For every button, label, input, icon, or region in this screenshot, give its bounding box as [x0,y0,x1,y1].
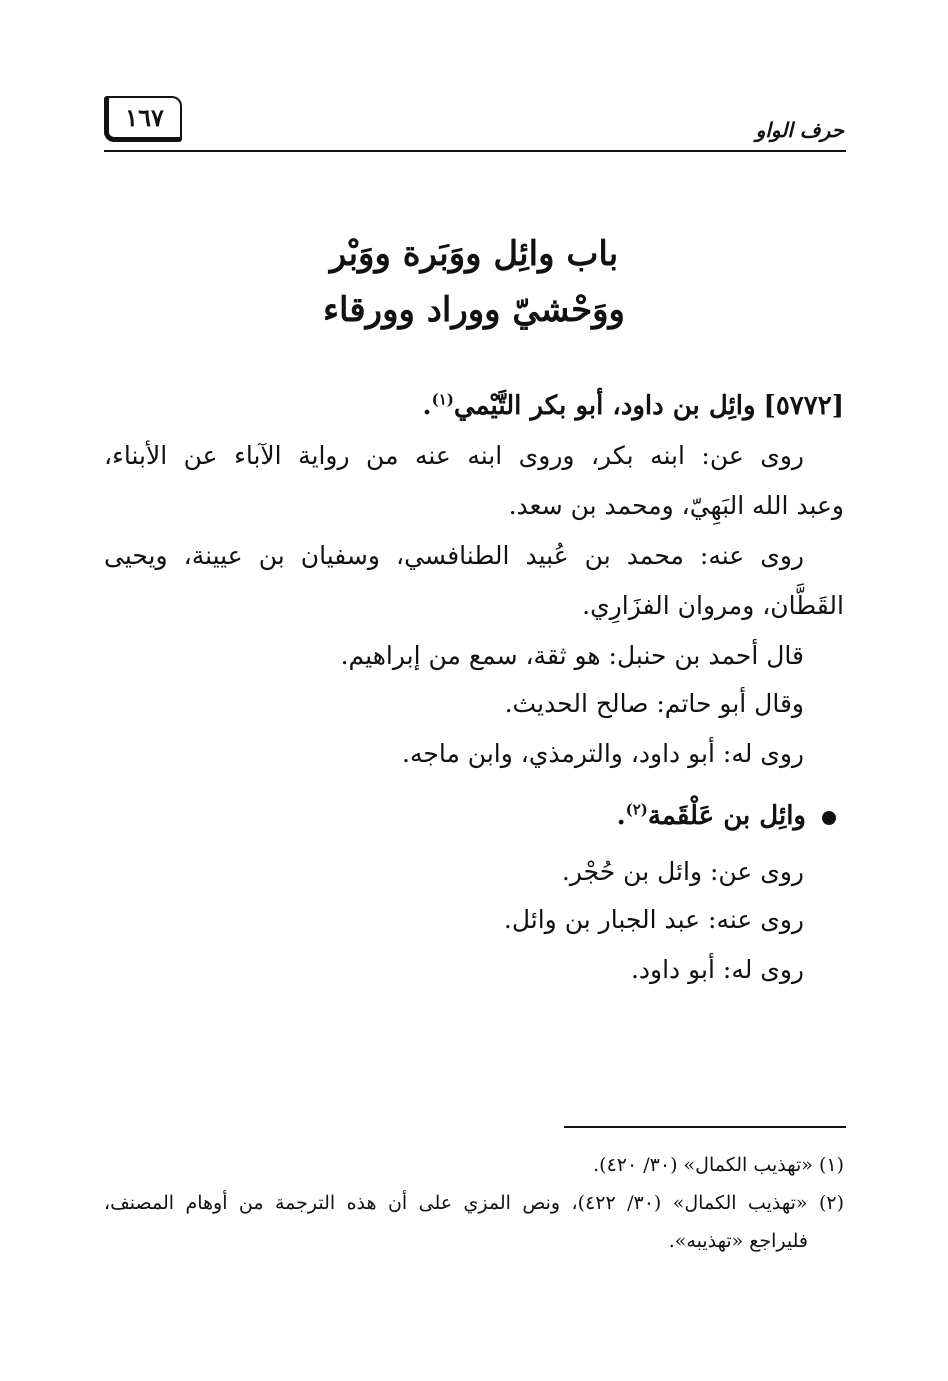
entry-5772-line-2: وعبد الله البَهِيّ، ومحمد بن سعد. [508,491,844,520]
chapter-title-line-2: ووَحْشيّ ووراد وورقاء [323,290,625,330]
chapter-title [200,226,748,338]
entry-5772-line-7: روى له: أبو داود، والترمذي، وابن ماجه. [402,739,804,768]
entry-alqama-line-1: روى عن: وائل بن حُجْر. [561,857,804,886]
footnote-2-continued: فليراجع «تهذيبه». [668,1230,808,1252]
header-rule [104,150,846,152]
entry-5772-line-6: وقال أبو حاتم: صالح الحديث. [504,689,804,718]
entry-number: [٥٧٧٢] [763,391,844,421]
entry-name: وائِل بن عَلْقَمة [647,801,806,831]
entry-5772-line-1: روى عن: ابنه بكر، وروى ابنه عنه من رواية الآباء عن الأبناء، [104,441,804,470]
entry-name: وائِل بن داود، أبو بكر التَّيْمي [453,391,756,421]
entry-5772-line-5: قال أحمد بن حنبل: هو ثقة، سمع من إبراهيم. [340,641,804,670]
entry-5772-heading: [٥٧٧٢] وائِل بن داود، أبو بكر التَّيْمي$^{(١)}$. [422,390,844,421]
entry-alqama-heading: وائِل بن عَلْقَمة$^{(٢)}$. [617,792,836,840]
footnote-rule [564,1126,846,1128]
running-head: حرف الواو [755,118,844,142]
entry-alqama-line-2: روى عنه: عبد الجبار بن وائل. [503,905,804,934]
chapter-title-line-1: باب وائِل ووَبَرة ووَبْر [329,234,619,274]
entry-5772-line-3: روى عنه: محمد بن عُبيد الطنافسي، وسفيان بن عيينة، ويحيى [104,541,804,570]
entry-5772-line-4: القَطَّان، ومروان الفزَارِي. [582,591,844,620]
bullet-icon [822,811,836,825]
footnote-2: (٢) «تهذيب الكمال» (٣٠/ ٤٢٢)، ونص المزي على أن هذه الترجمة من أوهام المصنف، [104,1192,844,1214]
footnote-1: (١) «تهذيب الكمال» (٣٠/ ٤٢٠). [593,1154,844,1176]
footnote-marker-2: (٢) [625,800,648,819]
page-number: ١٦٧ [104,96,182,142]
entry-alqama-line-3: روى له: أبو داود. [630,955,804,984]
footnote-marker-1: (١) [431,390,454,409]
